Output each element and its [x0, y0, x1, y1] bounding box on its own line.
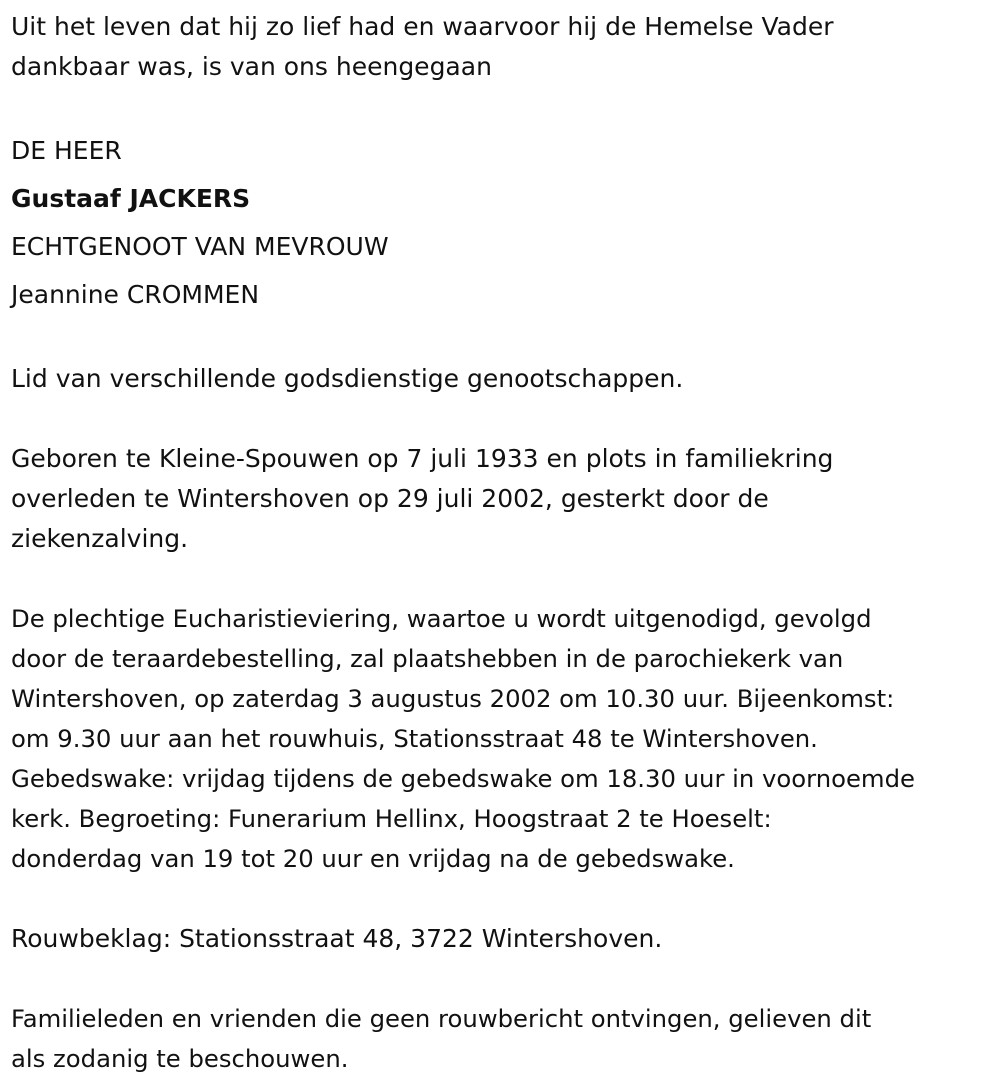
birth-death-line: Geboren te Kleine-Spouwen op 7 juli 1933 en plots in familiekring	[11, 444, 834, 473]
title-line: DE HEER	[11, 136, 122, 165]
service-line: Gebedswake: vrijdag tijdens de gebedswake om 18.30 uur in voornoemde	[11, 764, 915, 793]
birth-death-line: overleden te Wintershoven op 29 juli 2002, gesterkt door de	[11, 484, 769, 513]
condolences-text: Rouwbeklag: Stationsstraat 48, 3722 Wintershoven.	[11, 924, 663, 953]
service-line: De plechtige Eucharistieviering, waartoe u wordt uitgenodigd, gevolgd	[11, 604, 872, 633]
closing-line: Familieleden en vrienden die geen rouwbericht ontvingen, gelieven dit	[11, 1004, 872, 1033]
service-line: donderdag van 19 tot 20 uur en vrijdag na de gebedswake.	[11, 844, 735, 873]
membership-text: Lid van verschillende godsdienstige genootschappen.	[11, 364, 684, 393]
service-line: kerk. Begroeting: Funerarium Hellinx, Hoogstraat 2 te Hoeselt:	[11, 804, 772, 833]
birth-death-line: ziekenzalving.	[11, 524, 189, 553]
closing-line: als zodanig te beschouwen.	[11, 1044, 349, 1073]
service-line: door de teraardebestelling, zal plaatshebben in de parochiekerk van	[11, 644, 844, 673]
intro-line: Uit het leven dat hij zo lief had en waarvoor hij de Hemelse Vader	[11, 12, 834, 41]
intro-line: dankbaar was, is van ons heengegaan	[11, 52, 492, 81]
spouse-label: ECHTGENOOT VAN MEVROUW	[11, 232, 389, 261]
deceased-name: Gustaaf JACKERS	[11, 184, 251, 213]
spouse-name: Jeannine CROMMEN	[11, 280, 260, 309]
service-line: Wintershoven, op zaterdag 3 augustus 2002 om 10.30 uur. Bijeenkomst:	[11, 684, 895, 713]
service-line: om 9.30 uur aan het rouwhuis, Stationsstraat 48 te Wintershoven.	[11, 724, 818, 753]
